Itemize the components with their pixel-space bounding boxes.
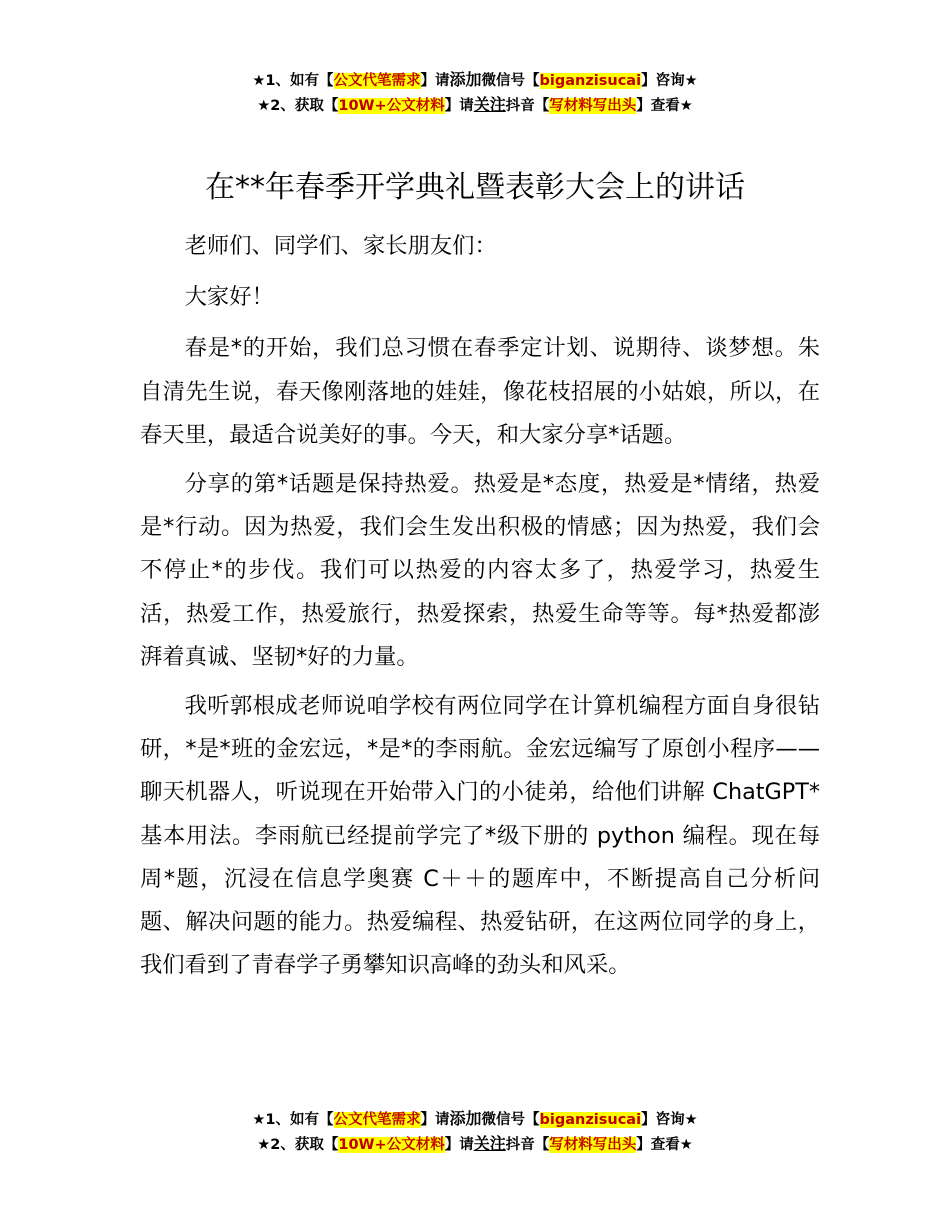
paragraph: 我听郭根成老师说咱学校有两位同学在计算机编程方面自身很钻研，*是*班的金宏远，*是*的李雨航。金宏远编写了原创小程序——聊天机器人，听说现在开始带入门的小徒弟，给他们讲解 ChatGPT*基本用法。李雨航已经提前学完了*级下册的 python 编程。现在每周*题，沉浸在信息学奥赛 C＋＋的题库中，不断提高自己分析问题、解决问题的能力。热爱编程、热爱钻研，在这两位同学的身上，我们看到了青春学子勇攀知识高峰的劲头和风采。	[140, 693, 820, 979]
banner-highlight: biganzisucai	[539, 73, 642, 89]
banner-emphasis: 添加	[449, 1109, 482, 1128]
banner-text: 】查看★	[636, 98, 693, 114]
banner-text: ★2、获取【	[257, 1137, 339, 1153]
banner-text: 】查看★	[636, 1137, 693, 1153]
banner-text: 微信号【	[481, 73, 540, 89]
salutation: 老师们、同学们、家长朋友们：	[184, 233, 497, 259]
banner-text: 】请	[444, 1137, 474, 1153]
paragraph: 分享的第*话题是保持热爱。热爱是*态度，热爱是*情绪，热爱是*行动。因为热爱，我们会生发出积极的情感；因为热爱，我们会不停止*的步伐。我们可以热爱的内容太多了，热爱学习，热爱生活，热爱工作，热爱旅行，热爱探索，热爱生命等等。每*热爱都澎湃着真诚、坚韧*好的力量。	[140, 471, 820, 670]
banner-emphasis: 关注	[473, 1134, 506, 1153]
bottom-banner	[0, 1107, 950, 1157]
banner-highlight: 10W+公文材料	[338, 1137, 445, 1153]
banner-highlight: 10W+公文材料	[338, 98, 445, 114]
paragraph: 春是*的开始，我们总习惯在春季定计划、说期待、谈梦想。朱自清先生说，春天像刚落地的娃娃，像花枝招展的小姑娘，所以，在春天里，最适合说美好的事。今天，和大家分享*话题。	[140, 335, 820, 448]
banner-text: 】请	[420, 1112, 450, 1128]
banner-line-2	[0, 93, 950, 118]
banner-highlight: 写材料写出头	[549, 1137, 637, 1153]
document-body	[140, 225, 820, 993]
banner-text: 微信号【	[481, 1112, 540, 1128]
banner-emphasis: 添加	[449, 70, 482, 89]
banner-text: 】请	[420, 73, 450, 89]
banner-line-1	[0, 1107, 950, 1132]
banner-highlight: 写材料写出头	[549, 98, 637, 114]
banner-text: 抖音【	[505, 1137, 550, 1153]
banner-emphasis: 关注	[473, 95, 506, 114]
greeting: 大家好！	[184, 284, 274, 311]
banner-line-2	[0, 1132, 950, 1157]
top-banner	[0, 68, 950, 118]
document-title: 在**年春季开学典礼暨表彰大会上的讲话	[205, 170, 745, 205]
banner-text: ★2、获取【	[257, 98, 339, 114]
banner-text: ★1、如有【	[252, 73, 334, 89]
banner-line-1	[0, 68, 950, 93]
banner-text: 】咨询★	[641, 1112, 698, 1128]
banner-highlight: 公文代笔需求	[333, 73, 421, 89]
banner-highlight: biganzisucai	[539, 1112, 642, 1128]
banner-text: 】咨询★	[641, 73, 698, 89]
banner-text: 】请	[444, 98, 474, 114]
banner-text: ★1、如有【	[252, 1112, 334, 1128]
banner-highlight: 公文代笔需求	[333, 1112, 421, 1128]
banner-text: 抖音【	[505, 98, 550, 114]
